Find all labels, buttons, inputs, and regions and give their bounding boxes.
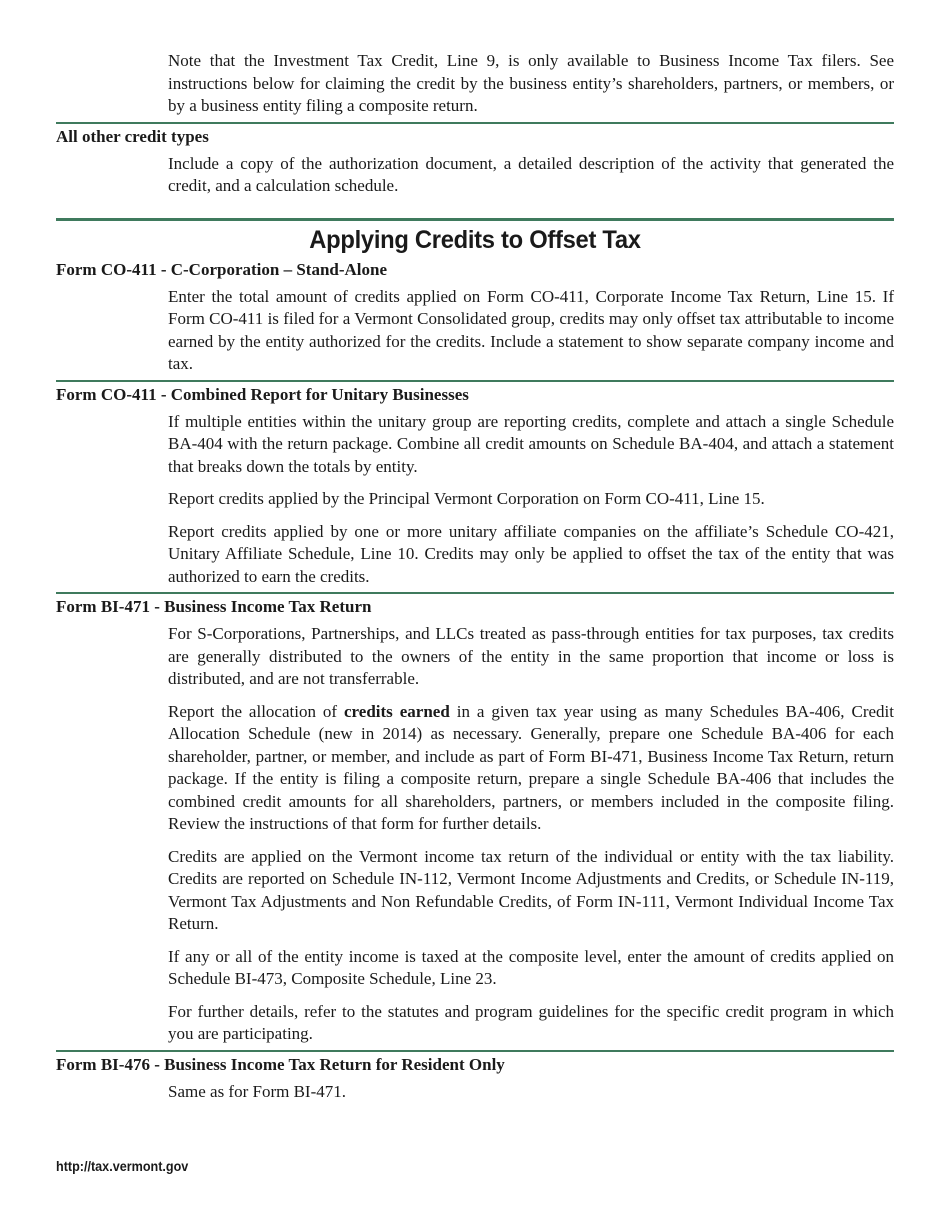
co411-standalone-heading: Form CO-411 - C-Corporation – Stand-Alone [56,259,388,279]
bi471-heading: Form BI-471 - Business Income Tax Return [56,597,372,616]
co411-combined-heading: Form CO-411 - Combined Report for Unitary Businesses [56,384,469,404]
bi476-text: Same as for Form BI-471. [168,1081,347,1101]
footer-url[interactable]: http://tax.vermont.gov [56,1158,189,1174]
bi471-p1: For S-Corporations, Partnerships, and LLCs treated as pass-through entities for tax purposes, tax credits are generally distributed to the owners of the entity in the same proportion that income or loss is distributed, and are not transferrable. [168,624,894,688]
bi471-p3: Credits are applied on the Vermont income tax return of the individual or entity with the tax liability. Credits are reported on Schedule IN-112, Vermont Income Adjustments and Credits, or Schedule IN-119, Vermont Tax Adjustments and Non Refundable Credits, of Form IN-111, Vermont Individual Income Tax Return. [168,846,894,933]
bi471-p2-rest: in a given tax year using as many Schedules BA-406, Credit Allocation Schedule (new in 2014) as necessary. Generally, prepare one Schedule BA-406 for each shareholder, partner, or member, and include as part of Form BI-471, Business Income Tax Return, return package. If the entity is filing a composite return, prepare a single Schedule BA-406 that includes the combined credit amounts for all shareholders, partners, or members included in the composite filing. Review the instructions of that form for further details. [168,701,894,833]
divider [56,122,894,124]
co411-standalone-text: Enter the total amount of credits applied on Form CO-411, Corporate Income Tax Return, Line 15. If Form CO-411 is filed for a Vermont Consolidated group, credits may only offset tax attributable to income earned by the entity authorized for the credits. Include a statement to show separate company income and tax. [168,286,894,373]
other-credits-text: Include a copy of the authorization document, a detailed description of the activity that generated the credit, and a calculation schedule. [168,153,894,195]
document-page [56,50,894,1113]
bi471-p2 [168,701,894,836]
bi471-p2-lead: Report the allocation of [168,701,345,721]
other-credits-heading: All other credit types [56,126,209,146]
divider [56,380,894,382]
co411-combined-p3: Report credits applied by one or more unitary affiliate companies on the affiliate’s Schedule CO-421, Unitary Affiliate Schedule, Line 10. Credits may only be applied to offset the tax of the entity that was authorized to earn the credits. [168,521,894,586]
bi471-p2-bold: credits earned [344,701,450,721]
section-divider [56,218,894,221]
co411-combined-p1: If multiple entities within the unitary group are reporting credits, complete and attach a single Schedule BA-404 with the return package. Combine all credit amounts on Schedule BA-404, and attach a statement that breaks down the totals by entity. [168,411,894,476]
bi471-p4: If any or all of the entity income is taxed at the composite level, enter the amount of credits applied on Schedule BI-473, Composite Schedule, Line 23. [168,946,894,988]
divider [56,592,894,594]
co411-combined-p2: Report credits applied by the Principal Vermont Corporation on Form CO-411, Line 15. [168,489,765,508]
bi476-heading: Form BI-476 - Business Income Tax Return for Resident Only [56,1054,505,1074]
divider [56,1050,894,1052]
bi471-p5: For further details, refer to the statutes and program guidelines for the specific credit program in which you are participating. [168,1001,894,1043]
intro-note: Note that the Investment Tax Credit, Line 9, is only available to Business Income Tax filers. See instructions below for claiming the credit by the business entity’s shareholders, partners, or members, or by a business entity filing a composite return. [168,51,894,115]
section-title: Applying Credits to Offset Tax [309,225,641,254]
